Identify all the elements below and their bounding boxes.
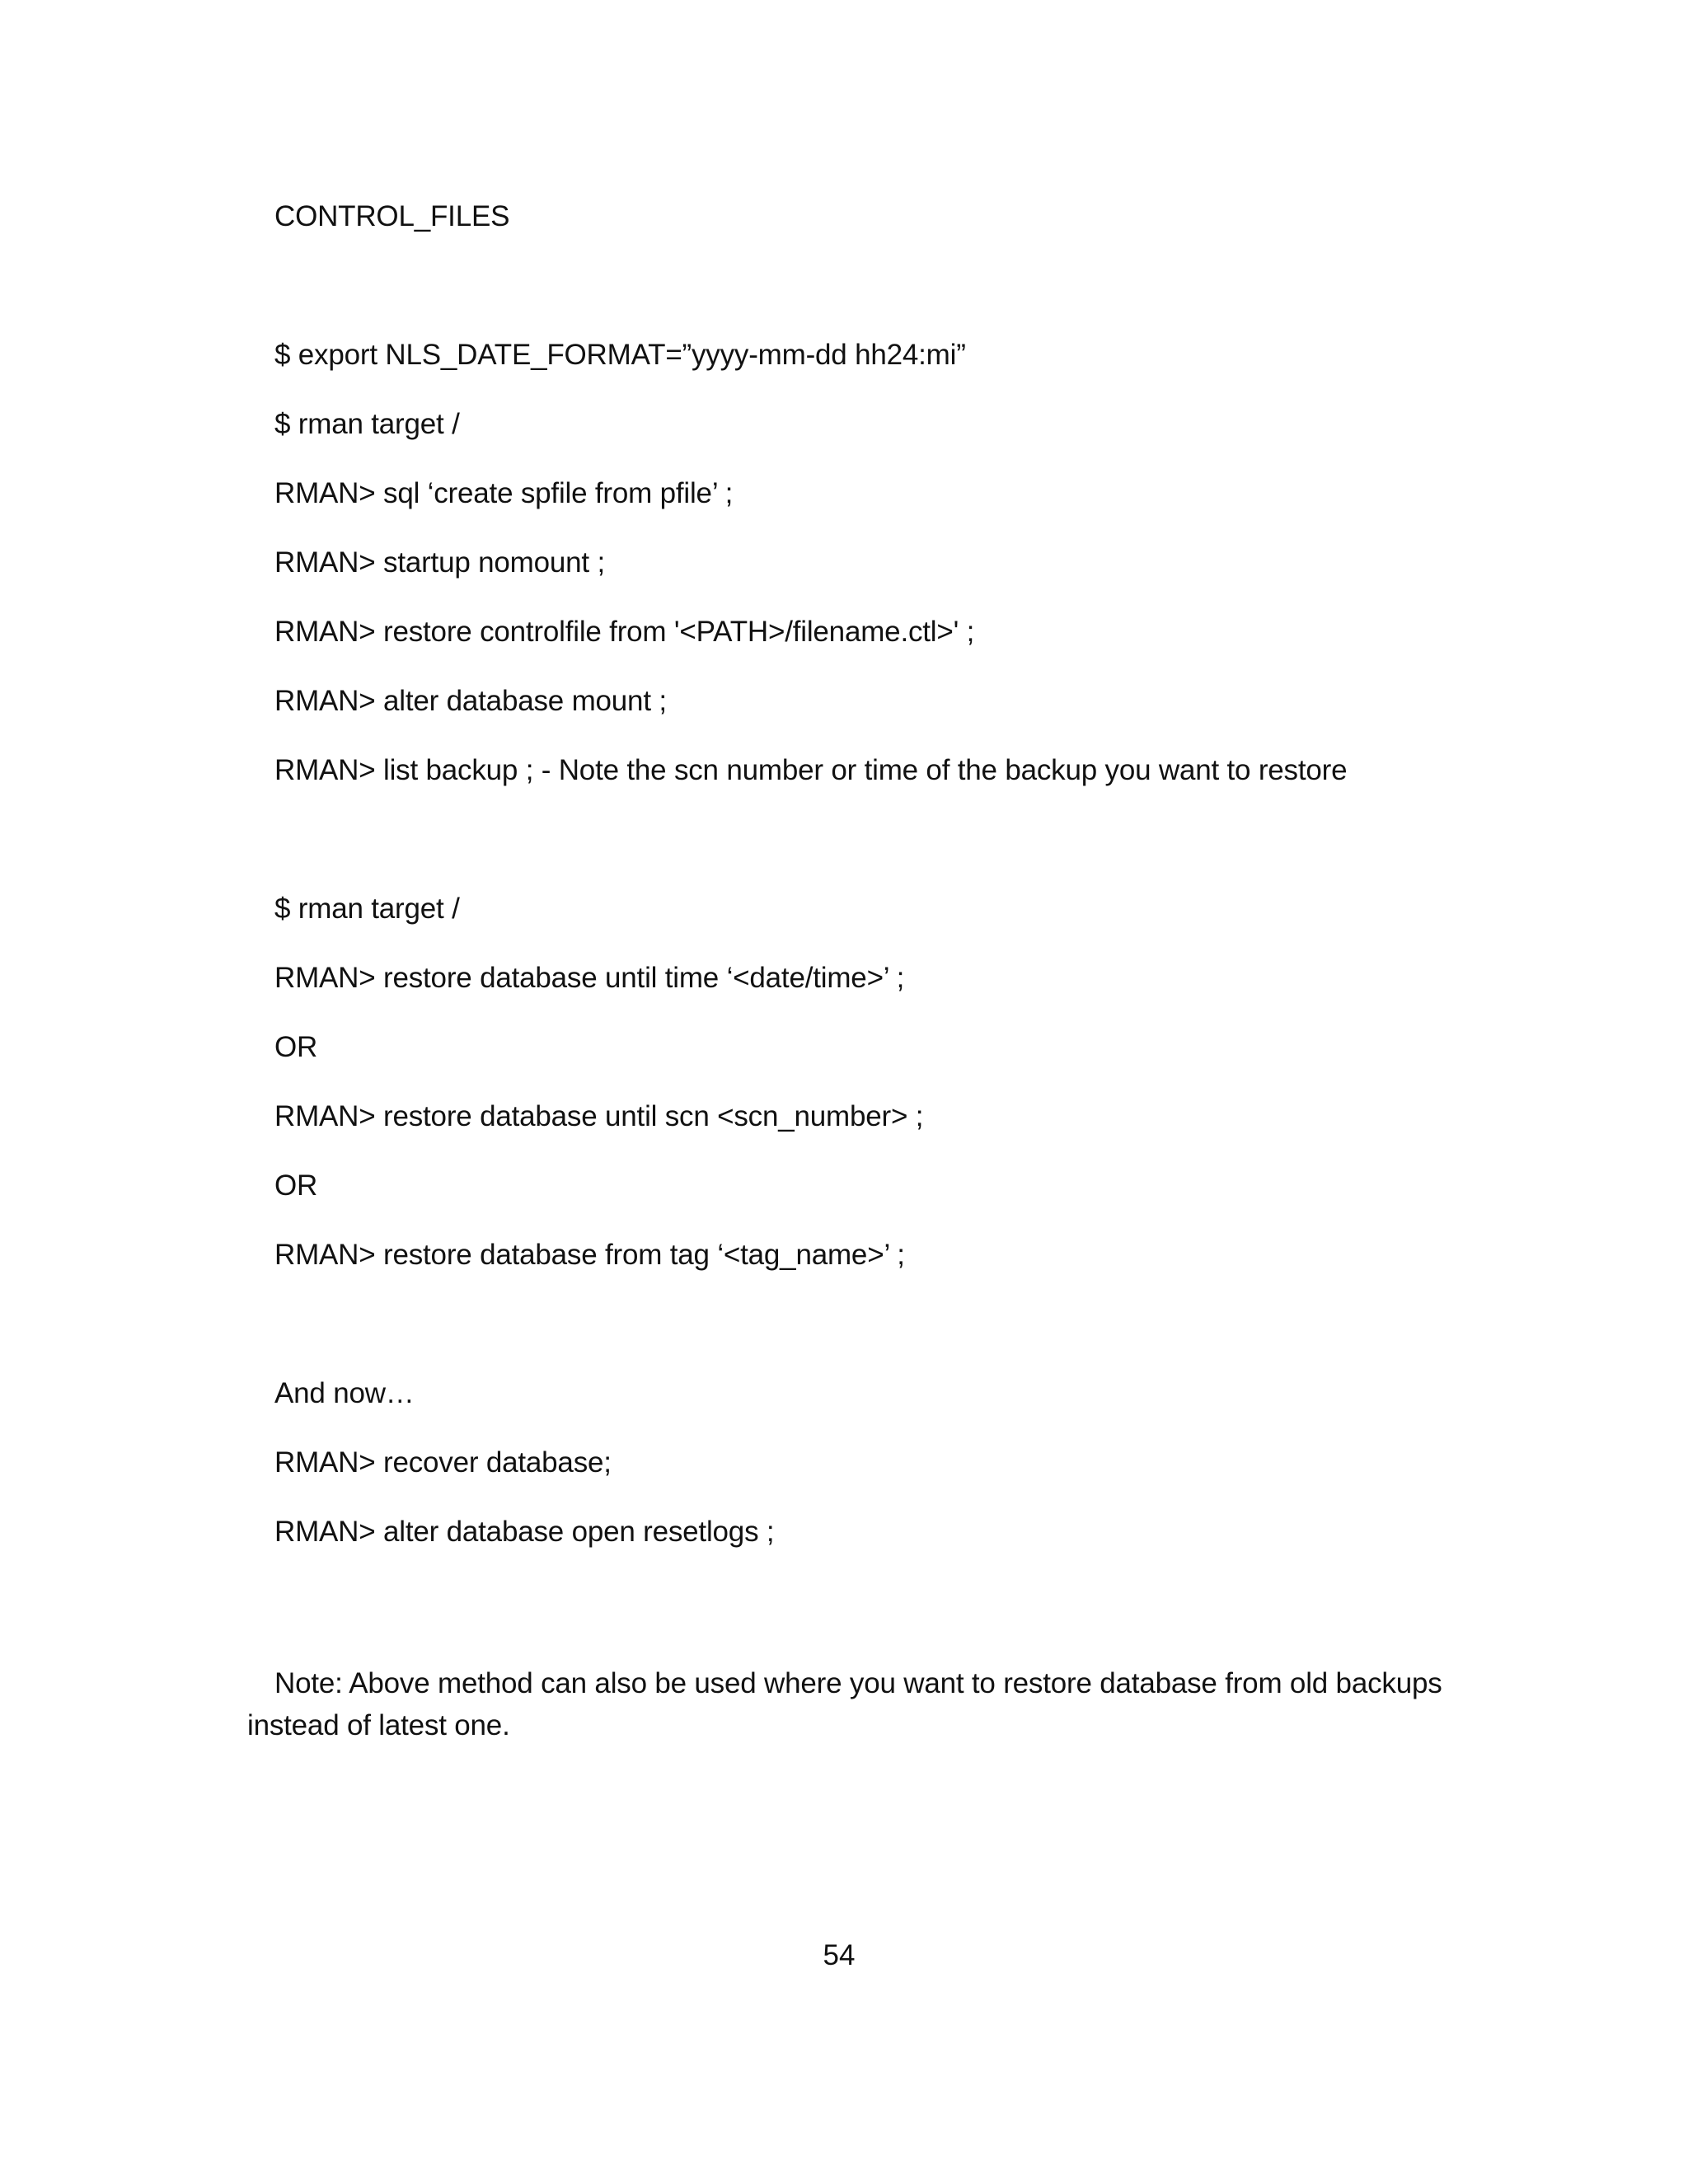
text-line-restore-until-scn: RMAN> restore database until scn <scn_number> ; bbox=[274, 1100, 924, 1132]
text-line-or-2: OR bbox=[274, 1169, 318, 1202]
page-number: 54 bbox=[823, 1939, 856, 1971]
text-line-restore-from-tag: RMAN> restore database from tag ‘<tag_name>’ ; bbox=[274, 1239, 905, 1271]
text-line-open-resetlogs: RMAN> alter database open resetlogs ; bbox=[274, 1516, 775, 1548]
text-line-restore-controlfile: RMAN> restore controlfile from '<PATH>/filename.ctl>' ; bbox=[274, 616, 975, 648]
text-line-and-now: And now… bbox=[274, 1377, 415, 1409]
note-paragraph: Note: Above method can also be used where you want to restore database from old backups instead of latest one. bbox=[247, 1667, 1442, 1741]
text-line-alter-database-mount: RMAN> alter database mount ; bbox=[274, 685, 667, 717]
text-line-create-spfile: RMAN> sql ‘create spfile from pfile’ ; bbox=[274, 477, 734, 509]
text-line-rman-target-2: $ rman target / bbox=[274, 893, 460, 925]
text-line-recover-database: RMAN> recover database; bbox=[274, 1446, 612, 1479]
text-line-restore-until-time: RMAN> restore database until time ‘<date/time>’ ; bbox=[274, 962, 905, 994]
text-line-or-1: OR bbox=[274, 1031, 318, 1063]
text-line-rman-target: $ rman target / bbox=[274, 408, 460, 440]
text-line-export-date-format: $ export NLS_DATE_FORMAT=”yyyy-mm-dd hh24:mi” bbox=[274, 339, 966, 371]
text-line-control-files: CONTROL_FILES bbox=[274, 200, 510, 232]
text-line-list-backup: RMAN> list backup ; - Note the scn number or time of the backup you want to restore bbox=[274, 754, 1348, 786]
text-line-startup-nomount: RMAN> startup nomount ; bbox=[274, 546, 605, 579]
